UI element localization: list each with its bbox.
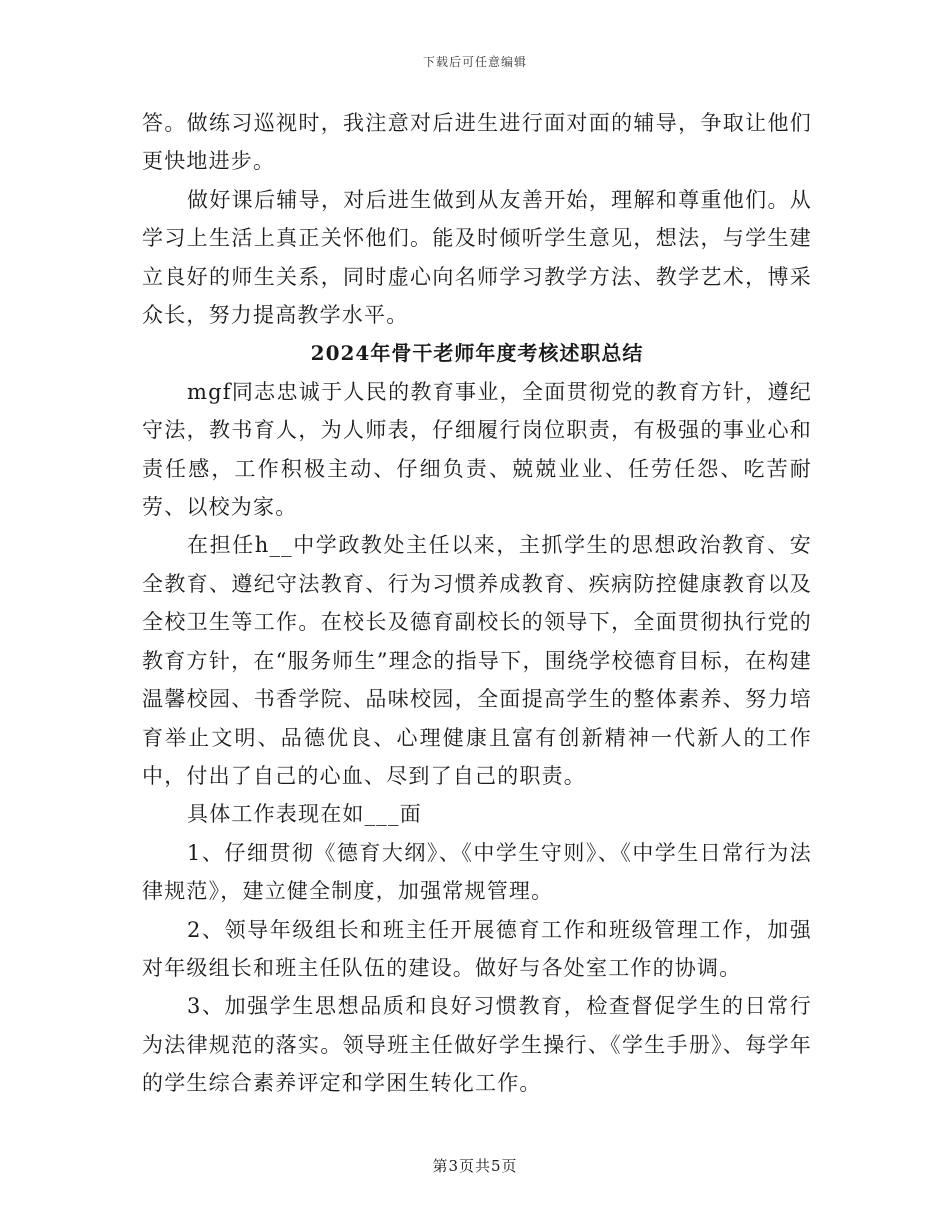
paragraph-after-class-tutoring: 做好课后辅导，对后进生做到从友善开始，理解和尊重他们。从学习上生活上真正关怀他们。能及时倾听学生意见，想法，与学生建立良好的师生关系，同时虚心向名师学习教学方法、教学艺术，博采众长，努力提高教学水平。	[142, 187, 812, 328]
paragraph-continuation: 答。做练习巡视时，我注意对后进生进行面对面的辅导，争取让他们更快地进步。	[142, 111, 812, 174]
list-item-1: 1、仔细贯彻《德育大纲》、《中学生守则》、《中学生日常行为法律规范》，建立健全制度，加强常规管理。	[142, 840, 812, 904]
list-item-3: 3、加强学生思想品质和良好习惯教育，检查督促学生的日常行为法律规范的落实。领导班主任做好学生操行、《学生手册》、每学年的学生综合素养评定和学困生转化工作。	[142, 994, 812, 1096]
paragraph-role: 在担任h__中学政教处主任以来，主抓学生的思想政治教育、安全教育、遵纪守法教育、行为习惯养成教育、疾病防控健康教育以及全校卫生等工作。在校长及德育副校长的领导下，全面贯彻执行党的教育方针，在“服务师生”理念的指导下，围绕学校德育目标，在构建温馨校园、书香学院、品味校园，全面提高学生的整体素养、努力培育举止文明、品德优良、心理健康且富有创新精神一代新人的工作中，付出了自己的心血、尽到了自己的职责。	[142, 533, 812, 788]
document-body	[142, 104, 812, 1103]
page-number: 第3页共5页	[432, 1157, 518, 1175]
list-item-2: 2、领导年级组长和班主任开展德育工作和班级管理工作，加强对年级组长和班主任队伍的建设。做好与各处室工作的协调。	[142, 917, 812, 980]
paragraph-work-heading: 具体工作表现在如___面	[187, 802, 422, 827]
page-header: 下载后可任意编辑	[422, 55, 527, 69]
section-title: 2024年骨干老师年度考核述职总结	[310, 341, 644, 366]
paragraph-intro: mgf同志忠诚于人民的教育事业，全面贯彻党的教育方针，遵纪守法，教书育人，为人师表，仔细履行岗位职责，有极强的事业心和责任感，工作积极主动、仔细负责、兢兢业业、任劳任怨、吃苦耐劳、以校为家。	[142, 379, 812, 520]
